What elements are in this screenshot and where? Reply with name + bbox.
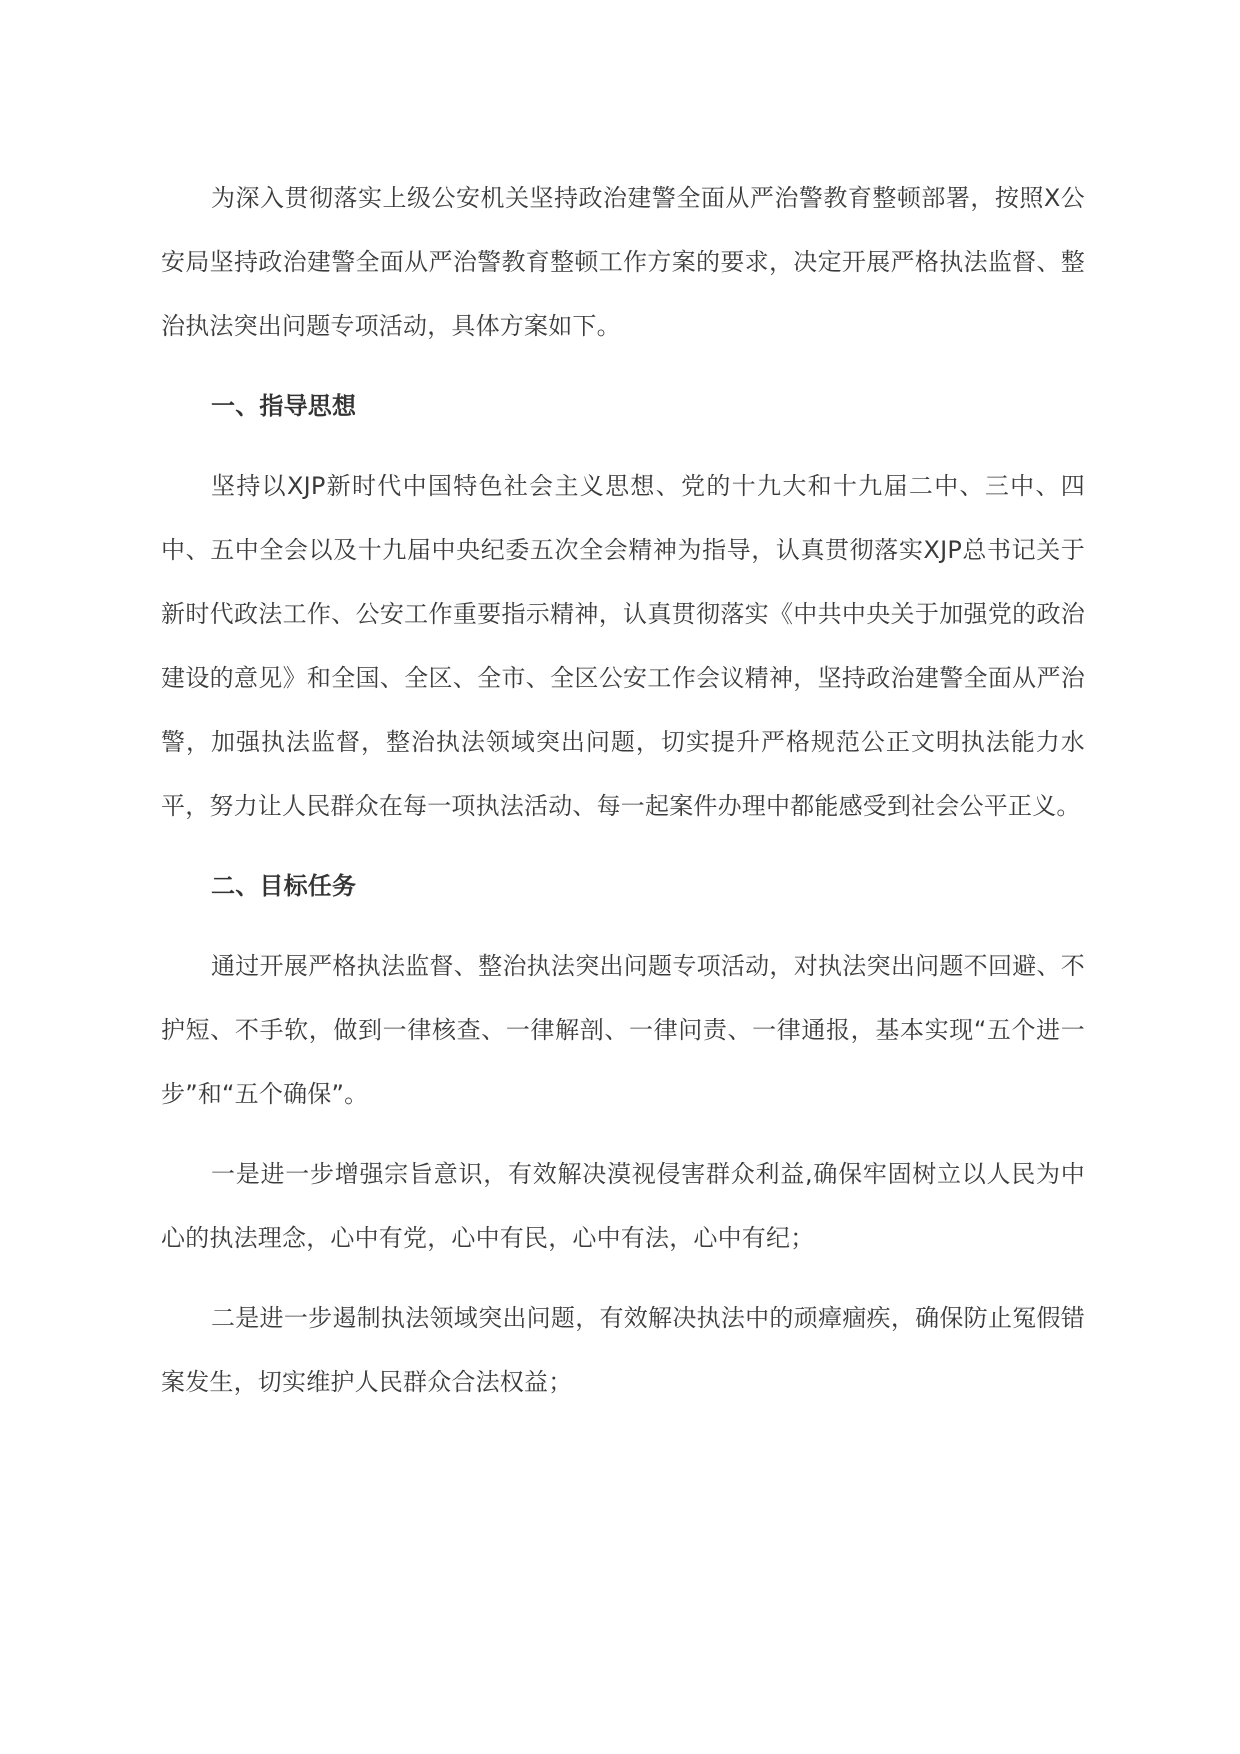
- guiding-ideology-paragraph: 坚持以XJP新时代中国特色社会主义思想、党的十九大和十九届二中、三中、四中、五中全会以及十九届中央纪委五次全会精神为指导，认真贯彻落实XJP总书记关于新时代政法工作、公安工作重要指示精神，认真贯彻落实《中共中央关于加强党的政治建设的意见》和全国、全区、全市、全区公安工作会议精神，坚持政治建警全面从严治警，加强执法监督，整治执法领域突出问题，切实提升严格规范公正文明执法能力水平，努力让人民群众在每一项执法活动、每一起案件办理中都能感受到社会公平正义。: [161, 472, 1085, 820]
- goal-item-2-paragraph: 二是进一步遏制执法领域突出问题，有效解决执法中的顽瘴痼疾，确保防止冤假错案发生，切实维护人民群众合法权益；: [161, 1304, 1085, 1396]
- section-heading-guiding-ideology: 一、指导思想: [211, 392, 357, 420]
- goals-tasks-paragraph: 通过开展严格执法监督、整治执法突出问题专项活动，对执法突出问题不回避、不护短、不手软，做到一律核查、一律解剖、一律问责、一律通报，基本实现“五个进一步”和“五个确保”。: [161, 952, 1085, 1108]
- section-heading-goals-tasks: 二、目标任务: [211, 872, 357, 900]
- goal-item-1-paragraph: 一是进一步增强宗旨意识，有效解决漠视侵害群众利益,确保牢固树立以人民为中心的执法理念，心中有党，心中有民，心中有法，心中有纪；: [161, 1160, 1085, 1252]
- intro-paragraph: 为深入贯彻落实上级公安机关坚持政治建警全面从严治警教育整顿部署，按照X公安局坚持政治建警全面从严治警教育整顿工作方案的要求，决定开展严格执法监督、整治执法突出问题专项活动，具体方案如下。: [161, 184, 1085, 340]
- document-body: [161, 166, 1085, 1430]
